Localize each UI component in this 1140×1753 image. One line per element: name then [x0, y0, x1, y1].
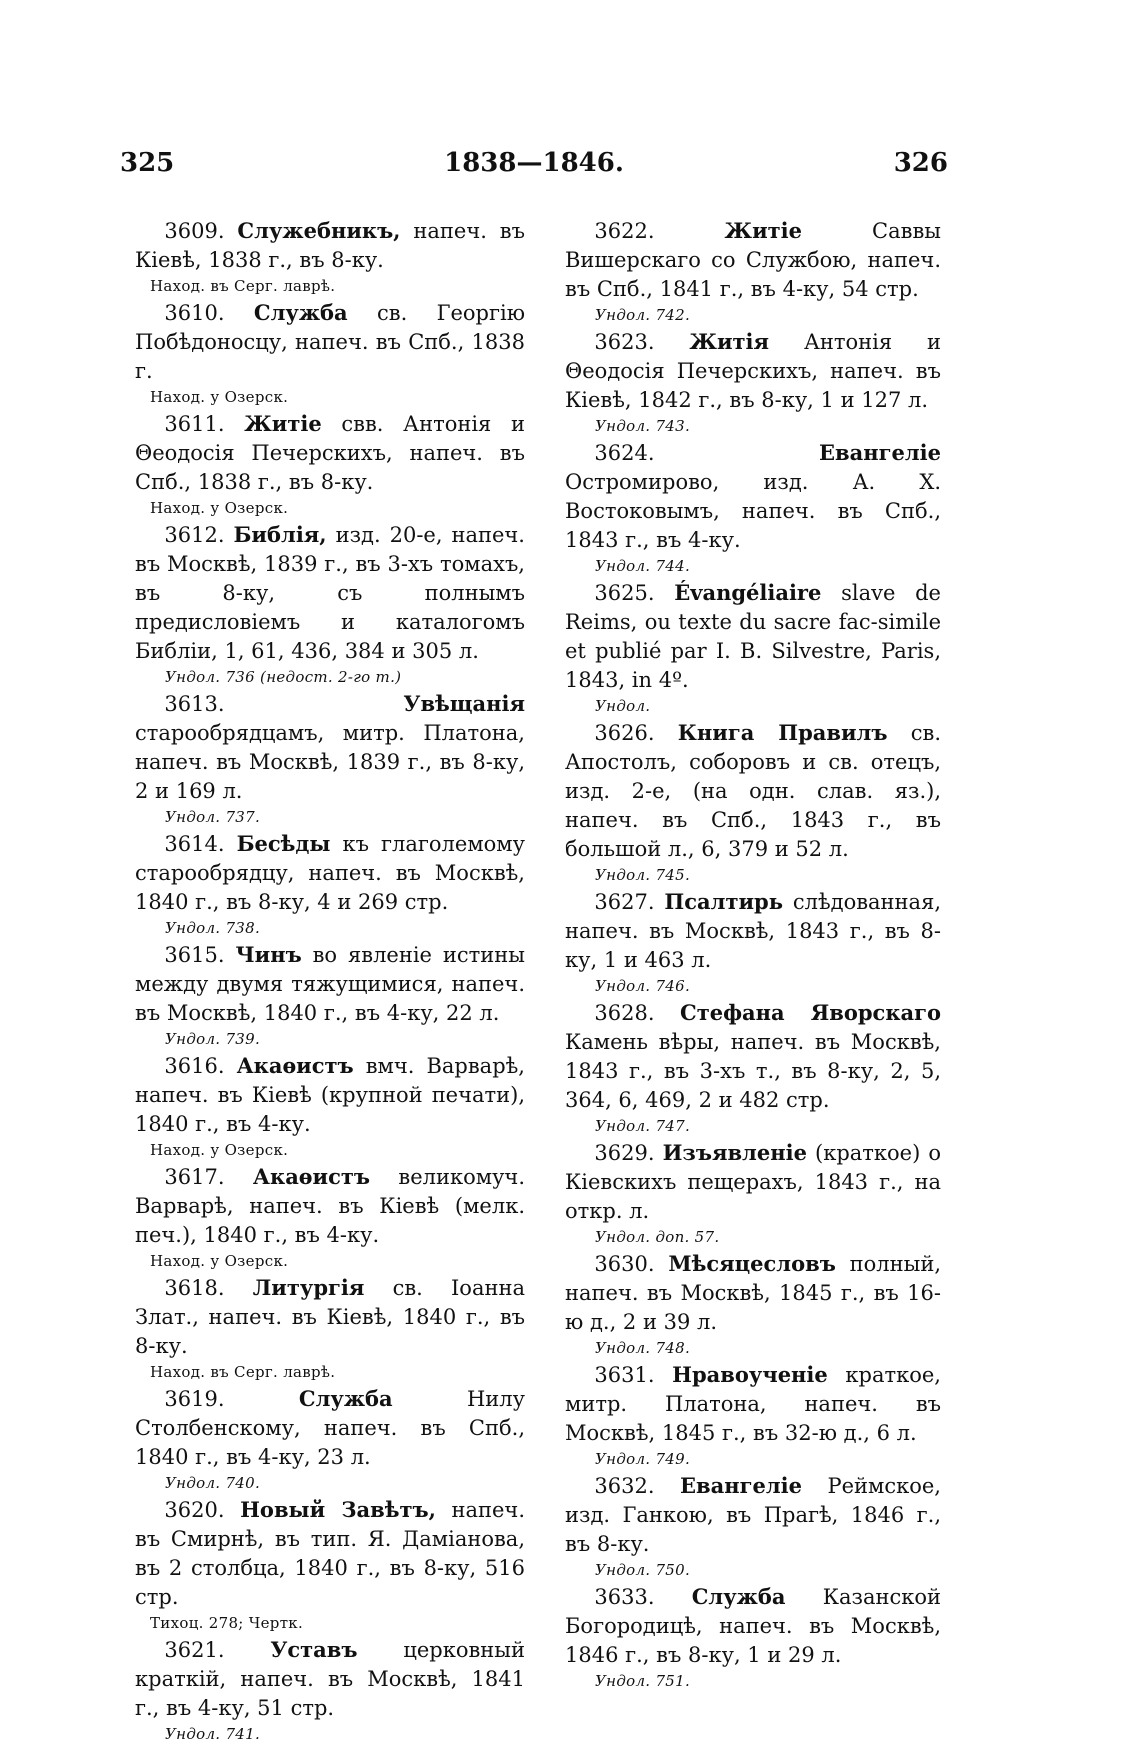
entry-text [565, 887, 941, 975]
entry-description: великомуч. Варварѣ, напеч. въ Кіевѣ (мелк. печ.), 1840 г., въ 4-ку. [135, 1165, 525, 1247]
entry-text [135, 1384, 525, 1472]
entry-number: 3614. [164, 832, 225, 856]
entry-description: изд. 20-е, напеч. въ Москвѣ, 1839 г., въ 3-хъ томахъ, въ 8-ку, съ полнымъ предисловіемъ и каталогомъ Библіи, 1, 61, 436, 384 и 305 л. [135, 523, 525, 663]
entry-description: Антонія и Θеодосія Печерскихъ, напеч. въ Кіевѣ, 1842 г., въ 8-ку, 1 и 127 л. [565, 330, 941, 412]
entry-text [565, 718, 941, 864]
entry-text [135, 1635, 525, 1723]
entry-description: церковный краткій, напеч. въ Москвѣ, 1841 г., въ 4-ку, 51 стр. [135, 1638, 525, 1720]
catalog-entry [565, 887, 941, 997]
catalog-entry [565, 718, 941, 886]
entry-location: Ундол. 738. [165, 919, 261, 937]
entry-text [565, 438, 941, 555]
entry-location: Ундол. доп. 57. [595, 1228, 720, 1246]
entry-location: Ундол. 739. [165, 1030, 261, 1048]
catalog-entry [565, 1582, 941, 1692]
entry-location: Наход. у Озерск. [150, 499, 289, 517]
catalog-entry [135, 1495, 525, 1634]
entry-text [135, 409, 525, 497]
entry-text [135, 298, 525, 386]
header-years: 1838—1846. [444, 148, 624, 178]
entry-title: Евангеліе [680, 1473, 802, 1498]
entry-text [135, 829, 525, 917]
entry-number: 3625. [594, 581, 655, 605]
entry-title: Служба [691, 1584, 786, 1609]
entry-location: Наход. у Озерск. [150, 1252, 289, 1270]
entry-number: 3633. [594, 1585, 655, 1609]
catalog-entry [565, 998, 941, 1137]
catalog-entry [135, 409, 525, 519]
entry-number: 3626. [594, 721, 655, 745]
entry-location: Тихоц. 278; Чертк. [150, 1614, 304, 1632]
entry-description: слѣдованная, напеч. въ Москвѣ, 1843 г., въ 8-ку, 1 и 463 л. [565, 890, 941, 972]
entry-title: Библія, [233, 522, 327, 547]
entry-text [135, 689, 525, 806]
entry-number: 3624. [594, 441, 655, 465]
entry-text [135, 216, 525, 275]
entry-location: Ундол. 750. [595, 1561, 691, 1579]
entry-title: Псалтирь [664, 889, 783, 914]
entry-location: Наход. у Озерск. [150, 1141, 289, 1159]
entry-text [135, 940, 525, 1028]
left-column [135, 216, 525, 1746]
catalog-entry [135, 1051, 525, 1161]
entry-location: Ундол. 749. [595, 1450, 691, 1468]
catalog-entry [135, 298, 525, 408]
entry-description: (краткое) о Кіевскихъ пещерахъ, 1843 г., на откр. л. [565, 1141, 941, 1223]
catalog-entry [135, 520, 525, 688]
catalog-entry [135, 216, 525, 297]
entry-description: краткое, митр. Платона, напеч. въ Москвѣ, 1845 г., въ 32-ю д., 6 л. [565, 1363, 941, 1445]
entry-text [565, 578, 941, 695]
entry-text [565, 1249, 941, 1337]
entry-description: полный, напеч. въ Москвѣ, 1845 г., въ 16-ю д., 2 и 39 л. [565, 1252, 941, 1334]
catalog-entry [565, 1471, 941, 1581]
entry-text [565, 1471, 941, 1559]
entry-location: Ундол. 751. [595, 1672, 691, 1690]
entry-number: 3611. [164, 412, 225, 436]
entry-number: 3620. [164, 1498, 225, 1522]
entry-location: Ундол. 747. [595, 1117, 691, 1135]
entry-location: Ундол. 740. [165, 1474, 261, 1492]
catalog-entry [565, 1138, 941, 1248]
entry-description: Казанской Богородицѣ, напеч. въ Москвѣ, 1846 г., въ 8-ку, 1 и 29 л. [565, 1585, 941, 1667]
entry-location: Ундол. 741. [165, 1725, 261, 1743]
entry-title: Новый Завѣтъ, [240, 1497, 436, 1522]
catalog-entry [135, 689, 525, 828]
entry-title: Чинъ [235, 942, 302, 967]
entry-description: св. Іоанна Злат., напеч. въ Кіевѣ, 1840 г., въ 8-ку. [135, 1276, 525, 1358]
catalog-entry [565, 327, 941, 437]
entry-number: 3629. [594, 1141, 655, 1165]
entry-title: Увѣщанія [403, 691, 525, 716]
entry-location: Наход. у Озерск. [150, 388, 289, 406]
entry-number: 3622. [594, 219, 655, 243]
entry-title: Акаѳистъ [236, 1053, 354, 1078]
entry-number: 3615. [164, 943, 225, 967]
entry-location: Ундол. 743. [595, 417, 691, 435]
entry-text [135, 1495, 525, 1612]
catalog-entry [135, 1273, 525, 1383]
entry-title: Стефана Яворскаго [680, 1000, 941, 1025]
entry-location: Ундол. 744. [595, 557, 691, 575]
entry-description: во явленіе истины между двумя тяжущимися, напеч. въ Москвѣ, 1840 г., въ 4-ку, 22 л. [135, 943, 525, 1025]
entry-location: Ундол. 737. [165, 808, 261, 826]
entry-title: Служба [298, 1386, 393, 1411]
entry-description: напеч. въ Смирнѣ, въ тип. Я. Даміанова, въ 2 столбца, 1840 г., въ 8-ку, 516 стр. [135, 1498, 525, 1609]
entry-title: Нравоученіе [672, 1362, 828, 1387]
entry-text [135, 1273, 525, 1361]
entry-number: 3612. [164, 523, 225, 547]
entry-description: Реймское, изд. Ганкою, въ Прагѣ, 1846 г., въ 8-ку. [565, 1474, 941, 1556]
entry-number: 3621. [164, 1638, 225, 1662]
catalog-entry [565, 578, 941, 717]
entry-number: 3610. [164, 301, 225, 325]
entry-number: 3609. [164, 219, 225, 243]
entry-description: Саввы Вишерскаго со Службою, напеч. въ Спб., 1841 г., въ 4-ку, 54 стр. [565, 219, 941, 301]
entry-number: 3618. [164, 1276, 225, 1300]
entry-title: Житіе [724, 218, 803, 243]
entry-location: Наход. въ Серг. лаврѣ. [150, 277, 336, 295]
right-column [565, 216, 941, 1693]
entry-text [565, 1360, 941, 1448]
entry-description: свв. Антонія и Θеодосія Печерскихъ, напеч. въ Спб., 1838 г., въ 8-ку. [135, 412, 525, 494]
page-number-left: 325 [120, 148, 175, 178]
entry-title: Уставъ [270, 1637, 358, 1662]
entry-text [565, 998, 941, 1115]
catalog-entry [135, 829, 525, 939]
entry-title: Книга Правилъ [677, 720, 888, 745]
entry-text [565, 1138, 941, 1226]
catalog-entry [135, 1384, 525, 1494]
entry-number: 3627. [594, 890, 655, 914]
catalog-entry [135, 1162, 525, 1272]
entry-number: 3613. [164, 692, 225, 716]
entry-number: 3623. [594, 330, 655, 354]
entry-number: 3617. [164, 1165, 225, 1189]
entry-text [135, 520, 525, 666]
entry-location: Ундол. 742. [595, 306, 691, 324]
entry-description: къ глаголемому старообрядцу, напеч. въ Москвѣ, 1840 г., въ 8-ку, 4 и 269 стр. [135, 832, 525, 914]
entry-title: Акаѳистъ [252, 1164, 370, 1189]
entry-text [135, 1162, 525, 1250]
entry-description: slave de Reims, ou texte du sacre fac-simile et publié par I. B. Silvestre, Paris, 1843, in 4º. [565, 581, 941, 692]
entry-text [565, 327, 941, 415]
entry-title: Житіе [244, 411, 322, 436]
entry-number: 3631. [594, 1363, 655, 1387]
entry-description: старообрядцамъ, митр. Платона, напеч. въ Москвѣ, 1839 г., въ 8-ку, 2 и 169 л. [135, 721, 525, 803]
entry-location: Ундол. 745. [595, 866, 691, 884]
entry-title: Служебникъ, [237, 218, 401, 243]
entry-title: Литургія [252, 1275, 365, 1300]
entry-number: 3632. [594, 1474, 655, 1498]
entry-title: Евангеліе [819, 440, 941, 465]
catalog-entry [565, 438, 941, 577]
entry-location: Ундол. 748. [595, 1339, 691, 1357]
entry-title: Мѣсяцесловъ [668, 1251, 836, 1276]
entry-number: 3628. [594, 1001, 655, 1025]
entry-location: Наход. въ Серг. лаврѣ. [150, 1363, 336, 1381]
entry-number: 3616. [164, 1054, 225, 1078]
entry-text [565, 216, 941, 304]
entry-location: Ундол. 736 (недост. 2-го т.) [165, 668, 402, 686]
entry-description: вмч. Варварѣ, напеч. въ Кіевѣ (крупной печати), 1840 г., въ 4-ку. [135, 1054, 525, 1136]
entry-description: Остромирово, изд. А. Х. Востоковымъ, напеч. въ Спб., 1843 г., въ 4-ку. [565, 470, 941, 552]
entry-number: 3630. [594, 1252, 655, 1276]
catalog-entry [135, 940, 525, 1050]
page-number-right: 326 [893, 148, 948, 178]
running-header [120, 148, 948, 188]
entry-number: 3619. [164, 1387, 225, 1411]
entry-description: Камень вѣры, напеч. въ Москвѣ, 1843 г., въ 3-хъ т., въ 8-ку, 2, 5, 364, 6, 469, 2 и 482 стр. [565, 1030, 941, 1112]
entry-description: св. Апостолъ, соборовъ и св. отецъ, изд. 2-е, (на одн. слав. яз.), напеч. въ Спб., 1843 г., въ большой л., 6, 379 и 52 л. [565, 721, 941, 861]
entry-text [565, 1582, 941, 1670]
entry-description: напеч. въ Кіевѣ, 1838 г., въ 8-ку. [135, 219, 525, 272]
catalog-entry [565, 1360, 941, 1470]
entry-title: Évangéliaire [674, 580, 822, 605]
catalog-entry [135, 1635, 525, 1745]
entry-description: св. Георгію Побѣдоносцу, напеч. въ Спб., 1838 г. [135, 301, 525, 383]
entry-location: Ундол. 746. [595, 977, 691, 995]
entry-title: Изъявленіе [662, 1140, 807, 1165]
catalog-entry [565, 1249, 941, 1359]
entry-title: Служба [253, 300, 348, 325]
catalog-entry [565, 216, 941, 326]
entry-title: Бесѣды [236, 831, 331, 856]
entry-text [135, 1051, 525, 1139]
entry-description: Нилу Столбенскому, напеч. въ Спб., 1840 г., въ 4-ку, 23 л. [135, 1387, 525, 1469]
entry-location: Ундол. [595, 697, 651, 715]
entry-title: Житія [689, 329, 770, 354]
